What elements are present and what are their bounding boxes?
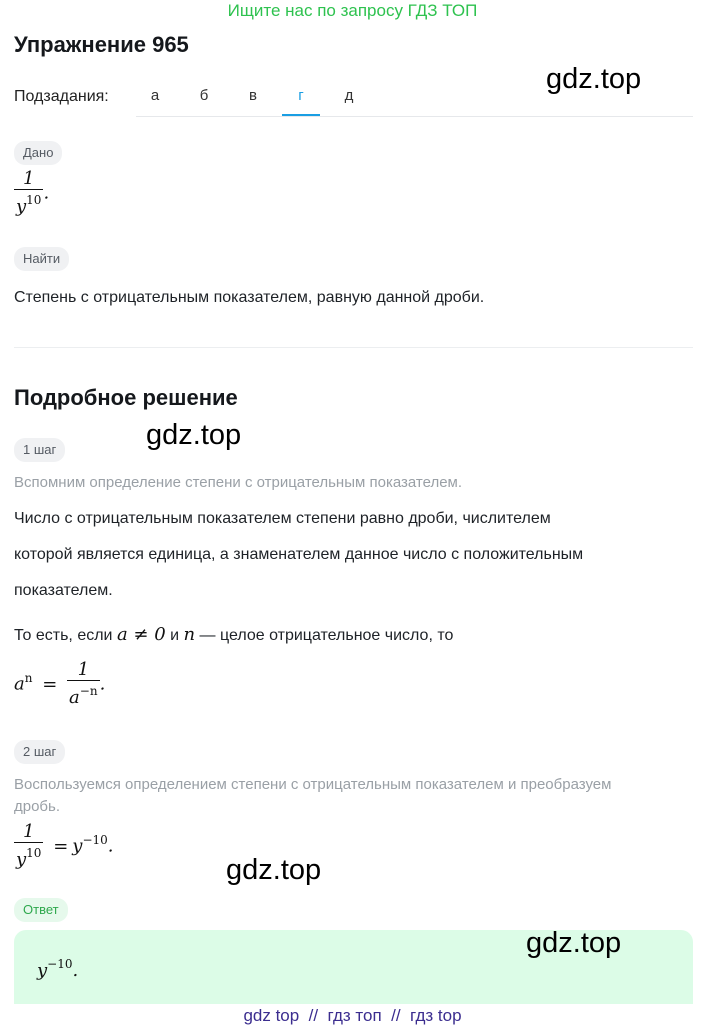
tab-b[interactable]: б bbox=[199, 87, 209, 104]
step2-rhs-base: y bbox=[72, 835, 83, 857]
section-divider bbox=[14, 347, 693, 348]
tab-a[interactable]: а bbox=[150, 87, 160, 104]
cond-math-n: n bbox=[183, 624, 196, 645]
answer-base: y bbox=[37, 960, 48, 981]
cond-math-a: a ≠ 0 bbox=[116, 624, 166, 645]
cond-mid: и bbox=[165, 627, 184, 644]
footer-links[interactable]: gdz top // гдз топ // гдз top bbox=[243, 1006, 462, 1025]
tab-v[interactable]: в bbox=[249, 87, 257, 104]
cond-prefix: То есть, если bbox=[14, 627, 117, 644]
tab-g[interactable]: г bbox=[282, 84, 320, 116]
definition-formula bbox=[14, 660, 105, 709]
given-numerator: 1 bbox=[23, 168, 35, 189]
step1-line2: которой является единица, а знаменателем данное число с положительным bbox=[14, 546, 584, 563]
step2-hint-line2: дробь. bbox=[14, 798, 61, 815]
def-lhs-exp: n bbox=[24, 670, 33, 685]
solution-heading: Подробное решение bbox=[14, 385, 238, 410]
step2-rhs-exp: −10 bbox=[82, 832, 108, 847]
step2-hint-line1: Воспользуемся определением степени с отрицательным показателем и преобразуем bbox=[14, 776, 612, 793]
given-den-exp: 10 bbox=[26, 193, 42, 207]
step2-chip: 2 шаг bbox=[14, 740, 65, 764]
watermark: gdz.top bbox=[526, 927, 622, 959]
def-lhs-base: a bbox=[14, 673, 25, 695]
given-den-base: y bbox=[16, 196, 27, 217]
answer-chip: Ответ bbox=[14, 898, 68, 922]
def-den-exp: −n bbox=[79, 684, 98, 698]
step1-condition bbox=[14, 625, 453, 646]
def-eq: = bbox=[42, 673, 58, 695]
step2-den-base: y bbox=[16, 849, 27, 870]
cond-suffix: — целое отрицательное число, то bbox=[195, 627, 454, 644]
subtasks-tabs bbox=[136, 84, 693, 117]
given-trail: . bbox=[43, 182, 50, 204]
step2-formula bbox=[14, 822, 114, 871]
def-trail: . bbox=[99, 673, 106, 695]
find-chip: Найти bbox=[14, 247, 69, 271]
watermark: gdz.top bbox=[226, 854, 322, 886]
step1-line1: Число с отрицательным показателем степени равно дроби, числителем bbox=[14, 510, 551, 527]
given-chip: Дано bbox=[14, 141, 62, 165]
answer-exp: −10 bbox=[47, 957, 73, 971]
step1-hint: Вспомним определение степени с отрицательным показателем. bbox=[14, 474, 463, 491]
step2-den-exp: 10 bbox=[26, 846, 42, 860]
find-text: Степень с отрицательным показателем, равную данной дроби. bbox=[14, 289, 485, 306]
step1-chip: 1 шаг bbox=[14, 438, 65, 462]
watermark: gdz.top bbox=[146, 419, 242, 451]
page-title: Упражнение 965 bbox=[14, 32, 189, 57]
step2-trail: . bbox=[107, 835, 114, 857]
top-banner: Ищите нас по запросу ГДЗ ТОП bbox=[227, 1, 478, 20]
watermark: gdz.top bbox=[546, 63, 642, 95]
given-formula bbox=[14, 169, 49, 218]
def-den-base: a bbox=[69, 687, 80, 708]
subtasks-label: Подзадания: bbox=[14, 88, 109, 105]
answer-trail: . bbox=[72, 960, 79, 981]
tab-d[interactable]: д bbox=[344, 87, 354, 104]
step1-line3: показателем. bbox=[14, 582, 113, 599]
answer-formula bbox=[37, 958, 78, 981]
def-numerator: 1 bbox=[77, 659, 90, 680]
step2-eq: = bbox=[53, 835, 69, 857]
step2-numerator: 1 bbox=[23, 821, 35, 842]
